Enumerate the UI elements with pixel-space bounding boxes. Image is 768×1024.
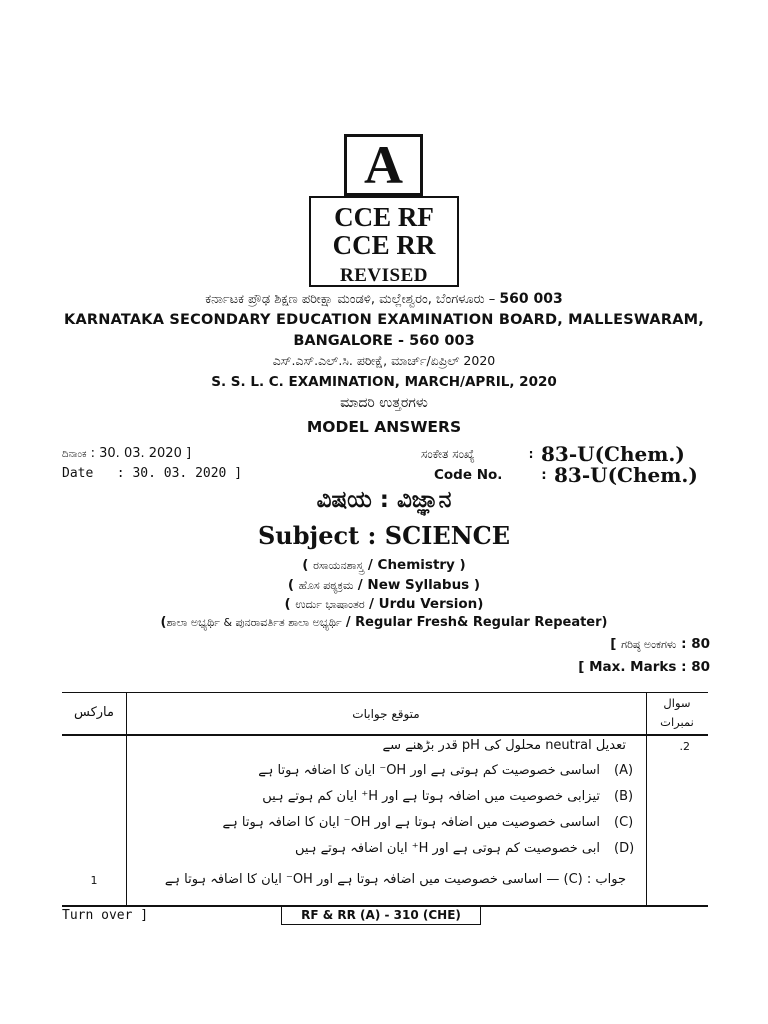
exam-title-kannada: ಎಸ್.ಎಸ್.ಎಲ್.ಸಿ. ಪರೀಕ್ಷೆ, ಮಾರ್ಚ್/ಏಪ್ರಿಲ್ 2020 [272,353,496,368]
date-value-english: : 30. 03. 2020 ] [116,466,243,481]
max-marks-english: [ Max. Marks : 80 [578,659,710,675]
candidate-line: (ಶಾಲಾ ಅಭ್ಯರ್ಥಿ & ಪುನರಾವರ್ತಿತ ಶಾಲಾ ಅಭ್ಯರ್ಥಿ / Regular Fresh& Regular Repeater) [160,615,608,630]
candidate-kannada: ಶಾಲಾ ಅಭ್ಯರ್ಥಿ & ಪುನರಾವರ್ತಿತ ಶಾಲಾ ಅಭ್ಯರ್ಥಿ [166,616,342,629]
date-label-english: Date [62,466,94,481]
qno-header-line2: نمبرات [660,715,694,729]
option-b-label: (B) [614,789,634,804]
option-a-label: (A) [614,763,634,778]
code-colon: : [528,447,534,461]
version-letter: A [364,135,403,195]
scheme-box [309,196,459,287]
date-row-english [62,466,242,481]
subject-chemistry: ( ರಸಾಯನಶಾಸ್ತ್ರ / Chemistry ) [302,557,466,573]
exam-title-english: S. S. L. C. EXAMINATION, MARCH/APRIL, 2020 [211,374,557,390]
board-kannada-text: ಕರ್ನಾಟಕ ಪ್ರೌಢ ಶಿಕ್ಷಣ ಪರೀಕ್ಷಾ ಮಂಡಳಿ, ಮಲ್ಲೇಶ್ವರಂ, ಬೆಂಗಳೂರು – [205,292,496,307]
scheme-line-rr: CCE RR [332,230,436,260]
version-english: / Urdu Version) [368,596,484,612]
chem-english: / Chemistry ) [367,557,466,573]
option-b [130,789,634,804]
model-answers-kannada: ಮಾದರಿ ಉತ್ತರಗಳು [340,395,428,411]
option-a-text: اساسی خصوصیت کم ہوتی ہے اور OH⁻ ایان کا اضافہ ہوتا ہے [258,763,600,778]
table-divider-marks [126,692,127,905]
paper-code-box: RF & RR (A) - 310 (CHE) [281,906,481,925]
table-header-rule [62,734,708,736]
option-d [130,841,634,856]
chem-kannada: ರಸಾಯನಶಾಸ್ತ್ರ [313,559,364,572]
code-row-english [434,463,764,487]
board-city-english: BANGALORE - 560 003 [293,333,475,349]
column-header-answers: متوقع جوابات [352,707,420,721]
version-line: ( ಉರ್ದು ಭಾಷಾಂತರ / Urdu Version) [284,596,484,612]
question-number: .2 [679,740,690,753]
option-c-text: اساسی خصوصیت میں اضافہ ہوتا ہے اور OH⁻ ایان کا اضافہ ہوتا ہے [222,815,600,830]
scheme-line-rf: CCE RF [334,202,434,232]
column-header-marks: مارکس [74,705,114,720]
date-row-kannada [62,446,191,461]
option-c-label: (C) [614,815,634,830]
code-colon: : [541,467,547,483]
answer-marks: 1 [90,874,98,887]
board-pin: 560 003 [499,291,563,307]
syllabus-line: ( ಹೊಸ ಪಠ್ಯಕ್ರಮ / New Syllabus ) [287,577,481,593]
option-c [130,815,634,830]
question-text: تعدیل neutral محلول کی pH قدر بڑھنے سے [382,738,626,753]
date-label-kannada: ದಿನಾಂಕ [62,449,87,460]
option-b-text: تیزابی خصوصیت میں اضافہ ہوتا ہے اور H⁺ ایان کم ہوتے ہیں [262,789,600,804]
qno-header-line1: سوال [663,696,691,710]
model-answers-english: MODEL ANSWERS [306,418,462,436]
version-letter-box [344,134,423,196]
column-header-question-number [646,694,708,732]
subject-kannada: ವಿಷಯ : ವಿಜ್ಞಾನ [316,487,452,513]
candidate-english: / Regular Fresh& Regular Repeater) [345,615,608,630]
option-d-text: ابی خصوصیت کم ہوتی ہے اور H⁺ ایان اضافہ ہوتے ہیں [295,841,600,856]
subject-english: Subject : SCIENCE [257,521,511,550]
syllabus-kannada: ಹೊಸ ಪಠ್ಯಕ್ರಮ [298,579,354,592]
board-name-kannada [0,291,768,307]
board-name-english: KARNATAKA SECONDARY EDUCATION EXAMINATION BOARD, MALLESWARAM, [64,312,704,328]
max-marks-value: : 80 [681,636,710,652]
date-value-kannada: : 30. 03. 2020 ] [90,446,192,461]
code-value: 83-U(Chem.) [554,463,698,487]
max-marks-kannada: [ ಗರಿಷ್ಠ ಅಂಕಗಳು : 80 [610,636,710,652]
version-kannada: ಉರ್ದು ಭಾಷಾಂತರ [295,598,365,611]
table-top-rule [62,692,708,693]
option-d-label: (D) [614,841,635,856]
code-label-kannada: ಸಂಕೇತ ಸಂಖ್ಯೆ [421,446,475,461]
max-marks-label-kannada: ಗರಿಷ್ಠ ಅಂಕಗಳು [621,638,677,651]
option-a [130,763,634,778]
revised-label: REVISED [340,265,428,286]
code-label-english: Code No. [434,467,503,483]
answer-text: جواب : (C) — اساسی خصوصیت میں اضافہ ہوتا ہے اور OH⁻ ایان کا اضافہ ہوتا ہے [164,872,626,887]
code-value: 83-U(Chem.) [541,442,685,466]
syllabus-english: / New Syllabus ) [357,577,481,593]
turn-over-note: Turn over ] [62,908,149,923]
